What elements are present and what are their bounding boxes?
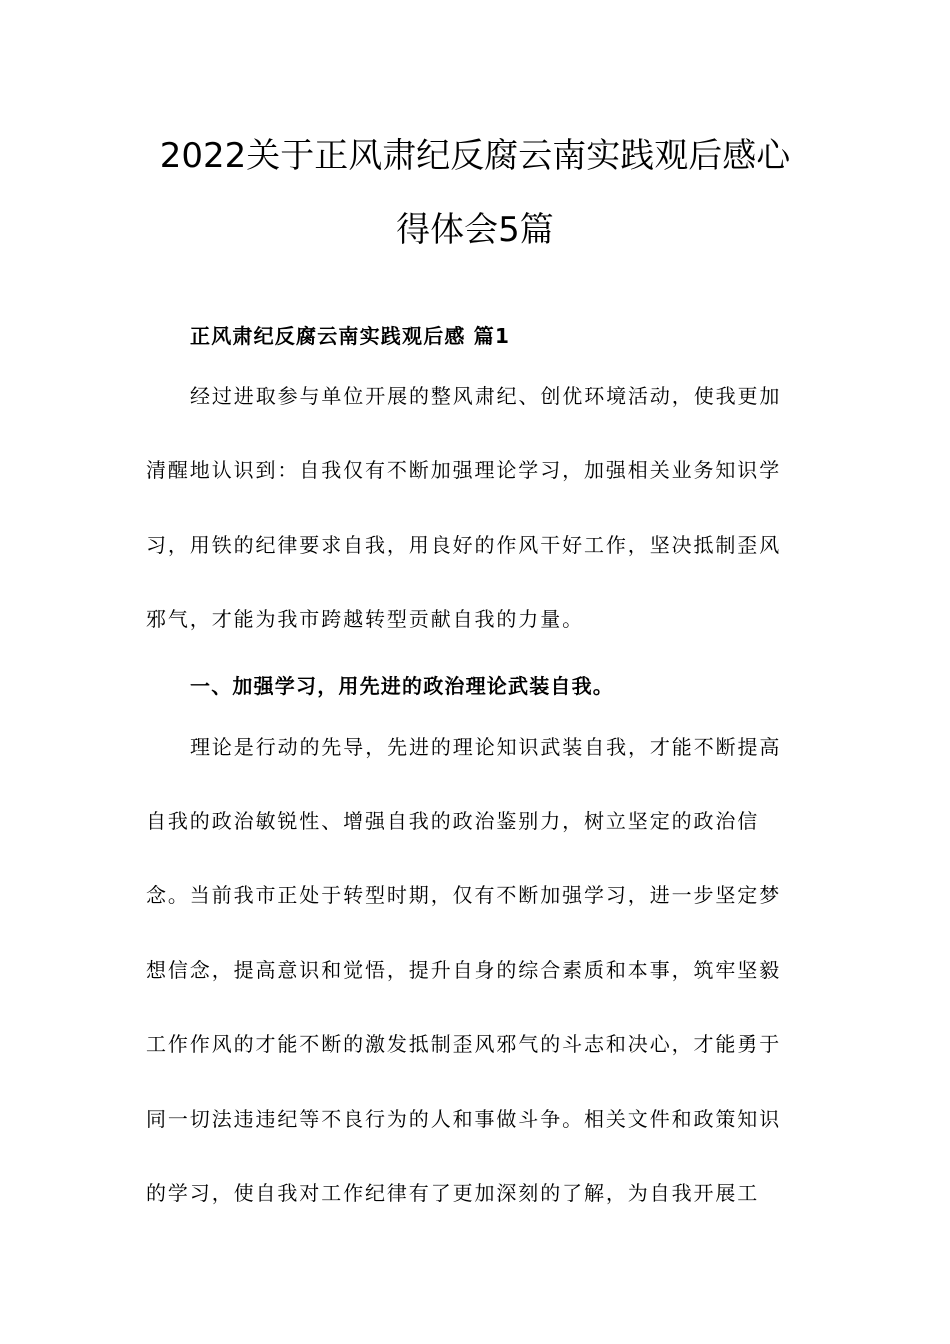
paragraph-line: 想信念，提高意识和觉悟，提升自身的综合素质和本事，筑牢坚毅 bbox=[146, 958, 782, 982]
section-heading: 正风肃纪反腐云南实践观后感 篇1 bbox=[190, 324, 511, 348]
paragraph-line: 的学习，使自我对工作纪律有了更加深刻的了解，为自我开展工 bbox=[146, 1181, 760, 1205]
paragraph-line: 理论是行动的先导，先进的理论知识武装自我，才能不断提高 bbox=[190, 735, 782, 759]
paragraph-line: 经过进取参与单位开展的整风肃纪、创优环境活动，使我更加 bbox=[190, 384, 782, 408]
paragraph-line: 工作作风的才能不断的激发抵制歪风邪气的斗志和决心，才能勇于 bbox=[146, 1032, 782, 1056]
document-title-line-1: 2022关于正风肃纪反腐云南实践观后感心 bbox=[159, 136, 791, 176]
paragraph-line: 清醒地认识到：自我仅有不断加强理论学习，加强相关业务知识学 bbox=[146, 458, 782, 482]
paragraph-line: 自我的政治敏锐性、增强自我的政治鉴别力，树立坚定的政治信 bbox=[146, 809, 760, 833]
paragraph-line: 习，用铁的纪律要求自我，用良好的作风干好工作，坚决抵制歪风 bbox=[146, 533, 782, 557]
paragraph-line: 念。当前我市正处于转型时期，仅有不断加强学习，进一步坚定梦 bbox=[146, 883, 782, 907]
document-title-line-2: 得体会5篇 bbox=[396, 210, 554, 250]
paragraph-line: 同一切法违违纪等不良行为的人和事做斗争。相关文件和政策知识 bbox=[146, 1107, 782, 1131]
subheading: 一、加强学习，用先进的政治理论武装自我。 bbox=[190, 674, 614, 698]
paragraph-line: 邪气，才能为我市跨越转型贡献自我的力量。 bbox=[146, 607, 584, 631]
